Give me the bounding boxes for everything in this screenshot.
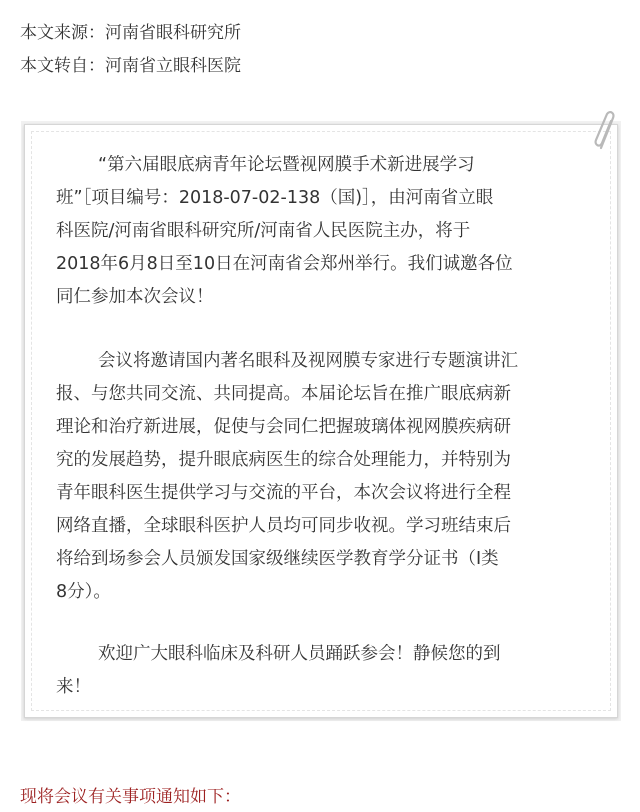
article-line: 青年眼科医生提供学习与交流的平台，本次会议将进行全程 bbox=[56, 483, 511, 503]
article-line: “第六届眼底病青年论坛暨视网膜手术新进展学习 bbox=[98, 155, 475, 175]
article-line: 班”［项目编号：2018-07-02-138（国)］，由河南省立眼 bbox=[56, 188, 494, 208]
article-line: 网络直播，全球眼科医护人员均可同步收视。学习班结束后 bbox=[56, 516, 511, 536]
article-line: 8分）。 bbox=[56, 582, 111, 602]
article-line: 报、与您共同交流、共同提高。本届论坛旨在推广眼底病新 bbox=[56, 384, 511, 404]
article-line: 将给到场参会人员颁发国家级继续医学教育学分证书（Ⅰ类 bbox=[56, 549, 499, 569]
source-reprint: 本文转自：河南省立眼科医院 bbox=[20, 56, 241, 76]
article-line: 会议将邀请国内著名眼科及视网膜专家进行专题演讲汇 bbox=[98, 351, 518, 371]
article-line: 科医院/河南省眼科研究所/河南省人民医院主办，将于 bbox=[56, 221, 471, 241]
paperclip-icon bbox=[590, 108, 620, 152]
article-line: 2018年6月8日至10日在河南省会郑州举行。我们诚邀各位 bbox=[56, 254, 513, 274]
article-line: 究的发展趋势，提升眼底病医生的综合处理能力，并特别为 bbox=[56, 450, 511, 470]
article-line: 理论和治疗新进展，促使与会同仁把握玻璃体视网膜疾病研 bbox=[56, 417, 511, 437]
source-origin: 本文来源：河南省眼科研究所 bbox=[20, 23, 241, 43]
article-line: 欢迎广大眼科临床及科研人员踊跃参会！静候您的到 bbox=[98, 644, 501, 664]
notice-heading: 现将会议有关事项通知如下： bbox=[20, 787, 241, 807]
article-line: 同仁参加本次会议！ bbox=[56, 287, 214, 307]
article-line: 来！ bbox=[56, 677, 91, 697]
